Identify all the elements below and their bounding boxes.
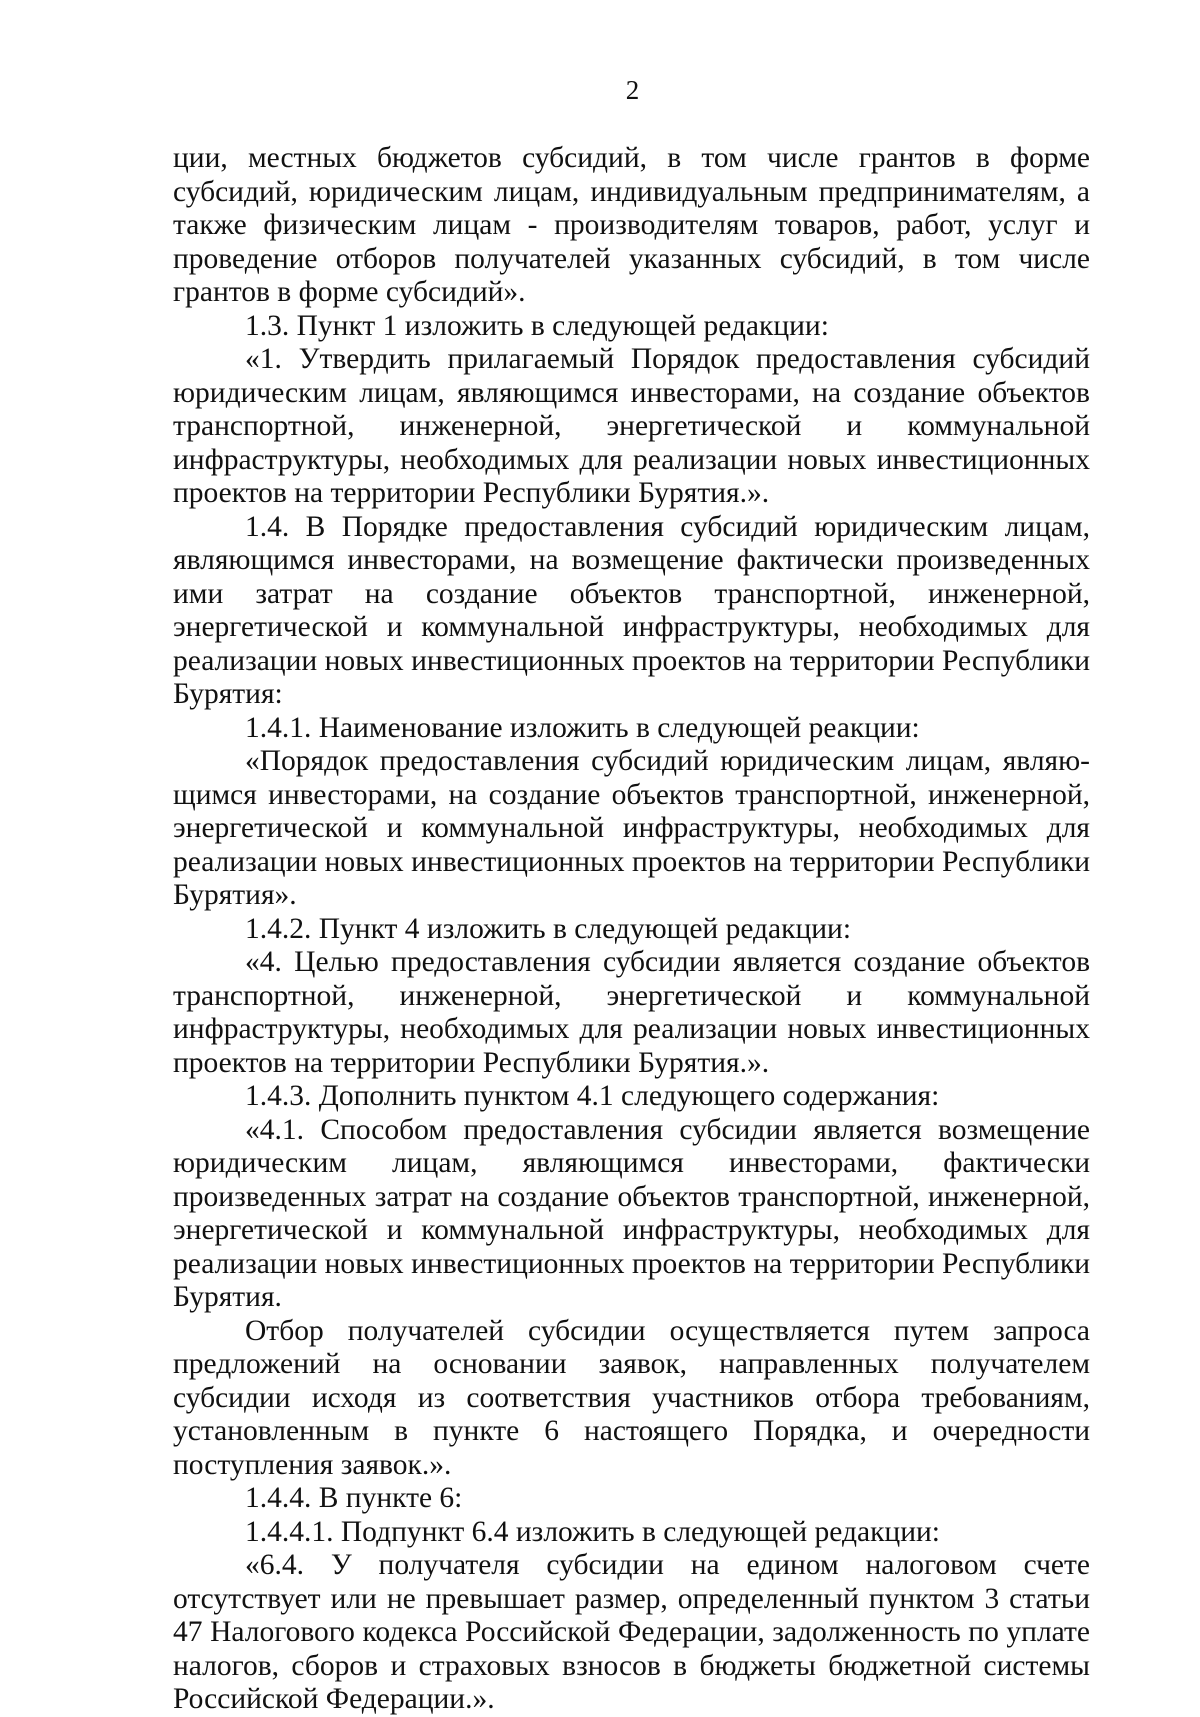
document-body	[173, 142, 1090, 1717]
paragraph-continuation: ции, местных бюджетов субсидий, в том числе грантов в форме субсидий, юридическим лицам, индивидуальным предпринимателям, а также физическим лицам - производителям товаров, работ, услуг и проведение отборов получателей указанных субсидий, в том числе грантов в форме субсидий».	[173, 142, 1090, 308]
paragraph-item-1-4-2: 1.4.2. Пункт 4 изложить в следующей редакции:	[245, 912, 852, 945]
paragraph-item-1-4-3: 1.4.3. Дополнить пунктом 4.1 следующего содержания:	[245, 1080, 940, 1112]
paragraph-item-1-4: 1.4. В Порядке предоставления субсидий юридическим лицам, являющимся инвесторами, на возмещение фактически произведенных ими затрат на создание объектов транспортной, инженерной, энергетической и коммунальной инфраструктуры, необходимых для реализации новых инвестиционных проектов на территории Республики Бурятия:	[173, 510, 1090, 710]
paragraph-item-1-3-text: «1. Утвердить прилагаемый Порядок предоставления субсидий юридическим лицам, являющимся инвесторами, на создание объектов транспортной, инженерной, энергетической и коммунальной инфраструктуры, необходимых для реализации новых инвестиционных проектов на территории Республики Бурятия.».	[173, 343, 1090, 509]
paragraph-item-1-4-2-text: «4. Целью предоставления субсидии является создание объектов транспортной, инженерной, энергетической и коммунальной инфраструктуры, необходимых для реализации новых инвестиционных проектов на территории Республики Бурятия.».	[173, 946, 1090, 1079]
paragraph-item-6-4-text: «6.4. У получателя субсидии на едином налоговом счете отсутствует или не превышает размер, определенный пунктом 3 статьи 47 Налогового кодекса Российской Федерации, задолженность по уплате налогов, сборов и страховых взносов в бюджеты бюджетной системы Российской Федерации.».	[173, 1549, 1090, 1715]
paragraph-item-1-4-4-1: 1.4.4.1. Подпункт 6.4 изложить в следующей редакции:	[245, 1515, 940, 1548]
paragraph-selection-text: Отбор получателей субсидии осуществляется путем запроса предложений на основании заявок, направленных получателем субсидии исходя из соответствия участников отбора требованиям, установленным в пункте 6 настоящего Порядка, и очередности поступления заявок.».	[173, 1314, 1090, 1481]
page-number: 2	[625, 75, 640, 105]
paragraph-item-1-4-1-text: «Порядок предоставления субсидий юридическим лицам, являющимся инвесторами, на создание объектов транспортной, инженерной, энергетической и коммунальной инфраструктуры, необходимых для реализации новых инвестиционных проектов на территории Республики Бурятия».	[173, 745, 1090, 911]
paragraph-item-1-4-3-text: «4.1. Способом предоставления субсидии является возмещение юридическим лицам, являющимся инвесторами, фактически произведенных затрат на создание объектов транспортной, инженерной, энергетической и коммунальной инфраструктуры, необходимых для реализации новых инвестиционных проектов на территории Республики Бурятия.	[173, 1113, 1090, 1313]
paragraph-item-1-4-1: 1.4.1. Наименование изложить в следующей реакции:	[245, 711, 920, 744]
paragraph-item-1-3: 1.3. Пункт 1 изложить в следующей редакции:	[245, 309, 829, 342]
paragraph-item-1-4-4: 1.4.4. В пункте 6:	[245, 1482, 463, 1514]
